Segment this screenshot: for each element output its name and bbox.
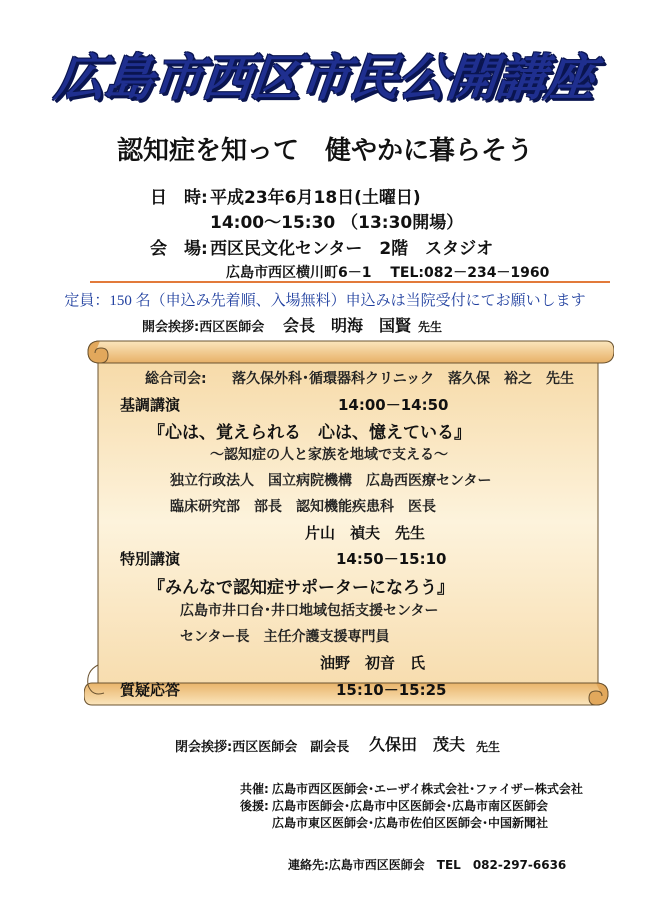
opening-honorific: 先生 [418,320,443,334]
opening-name: 会長 明海 国賢 [283,316,412,335]
qa-label: 質疑応答 [120,681,181,699]
keynote-affiliation-2: 臨床研究部 部長 認知機能疾患科 医長 [170,499,436,515]
closing-label: 閉会挨拶:西区医師会 副会長 [175,740,350,755]
contact-info: 連絡先:広島市西区医師会 TEL 082-297-6636 [288,858,567,872]
closing-name: 久保田 茂夫 [369,735,466,754]
divider-line [90,281,610,283]
keynote-subtitle: ～認知症の人と家族を地域で支える～ [210,447,448,463]
keynote-title: 『心は、覚えられる 心は、憶えている』 [148,423,471,443]
page-subtitle: 認知症を知って 健やかに暮らそう [116,136,533,166]
special-affiliation-1: 広島市井口台･井口地域包括支援センター [180,603,439,619]
venue-address: 広島市西区横川町6－1 TEL:082－234－1960 [226,265,550,281]
opening-label: 開会挨拶:西区医師会 [142,320,265,335]
venue-label: 会 場: [150,239,208,259]
venue-value: 西区民文化センター 2階 スタジオ [210,239,494,259]
keynote-time: 14:00－14:50 [338,396,449,414]
mc-affiliation: 落久保外科･循環器科クリニック [232,371,435,387]
date-value: 平成23年6月18日(土曜日) [210,188,421,208]
mc-label: 総合司会: [145,371,207,387]
support-organizations-2: 広島市東区医師会･広島市佐伯区医師会･中国新聞社 [272,816,549,830]
special-time: 14:50－15:10 [336,550,447,568]
page-title: 広島市西区市民公開講座 [52,49,598,107]
support-label: 後援: [240,799,269,813]
qa-time: 15:10－15:25 [336,681,447,699]
host-organizations: 広島市西区医師会･エーザイ株式会社･ファイザー株式会社 [272,782,583,796]
support-organizations-1: 広島市医師会･広島市中区医師会･広島市南区医師会 [272,799,549,813]
time-value: 14:00～15:30 （13:30開場） [210,213,464,233]
keynote-label: 基調講演 [120,396,181,414]
closing-honorific: 先生 [476,740,501,754]
special-affiliation-2: センター長 主任介護支援専門員 [180,629,390,645]
special-label: 特別講演 [120,550,181,568]
special-speaker: 油野 初音 氏 [320,654,426,672]
mc-name: 落久保 裕之 先生 [448,371,574,387]
capacity-note: 定員：150 名（申込み先着順、入場無料）申込みは当院受付にてお願いします [64,293,586,309]
date-label: 日 時: [150,188,208,208]
keynote-speaker: 片山 禎夫 先生 [305,524,426,542]
keynote-affiliation-1: 独立行政法人 国立病院機構 広島西医療センター [170,473,492,489]
host-label: 共催: [240,782,269,796]
special-title: 『みんなで認知症サポーターになろう』 [148,578,454,598]
